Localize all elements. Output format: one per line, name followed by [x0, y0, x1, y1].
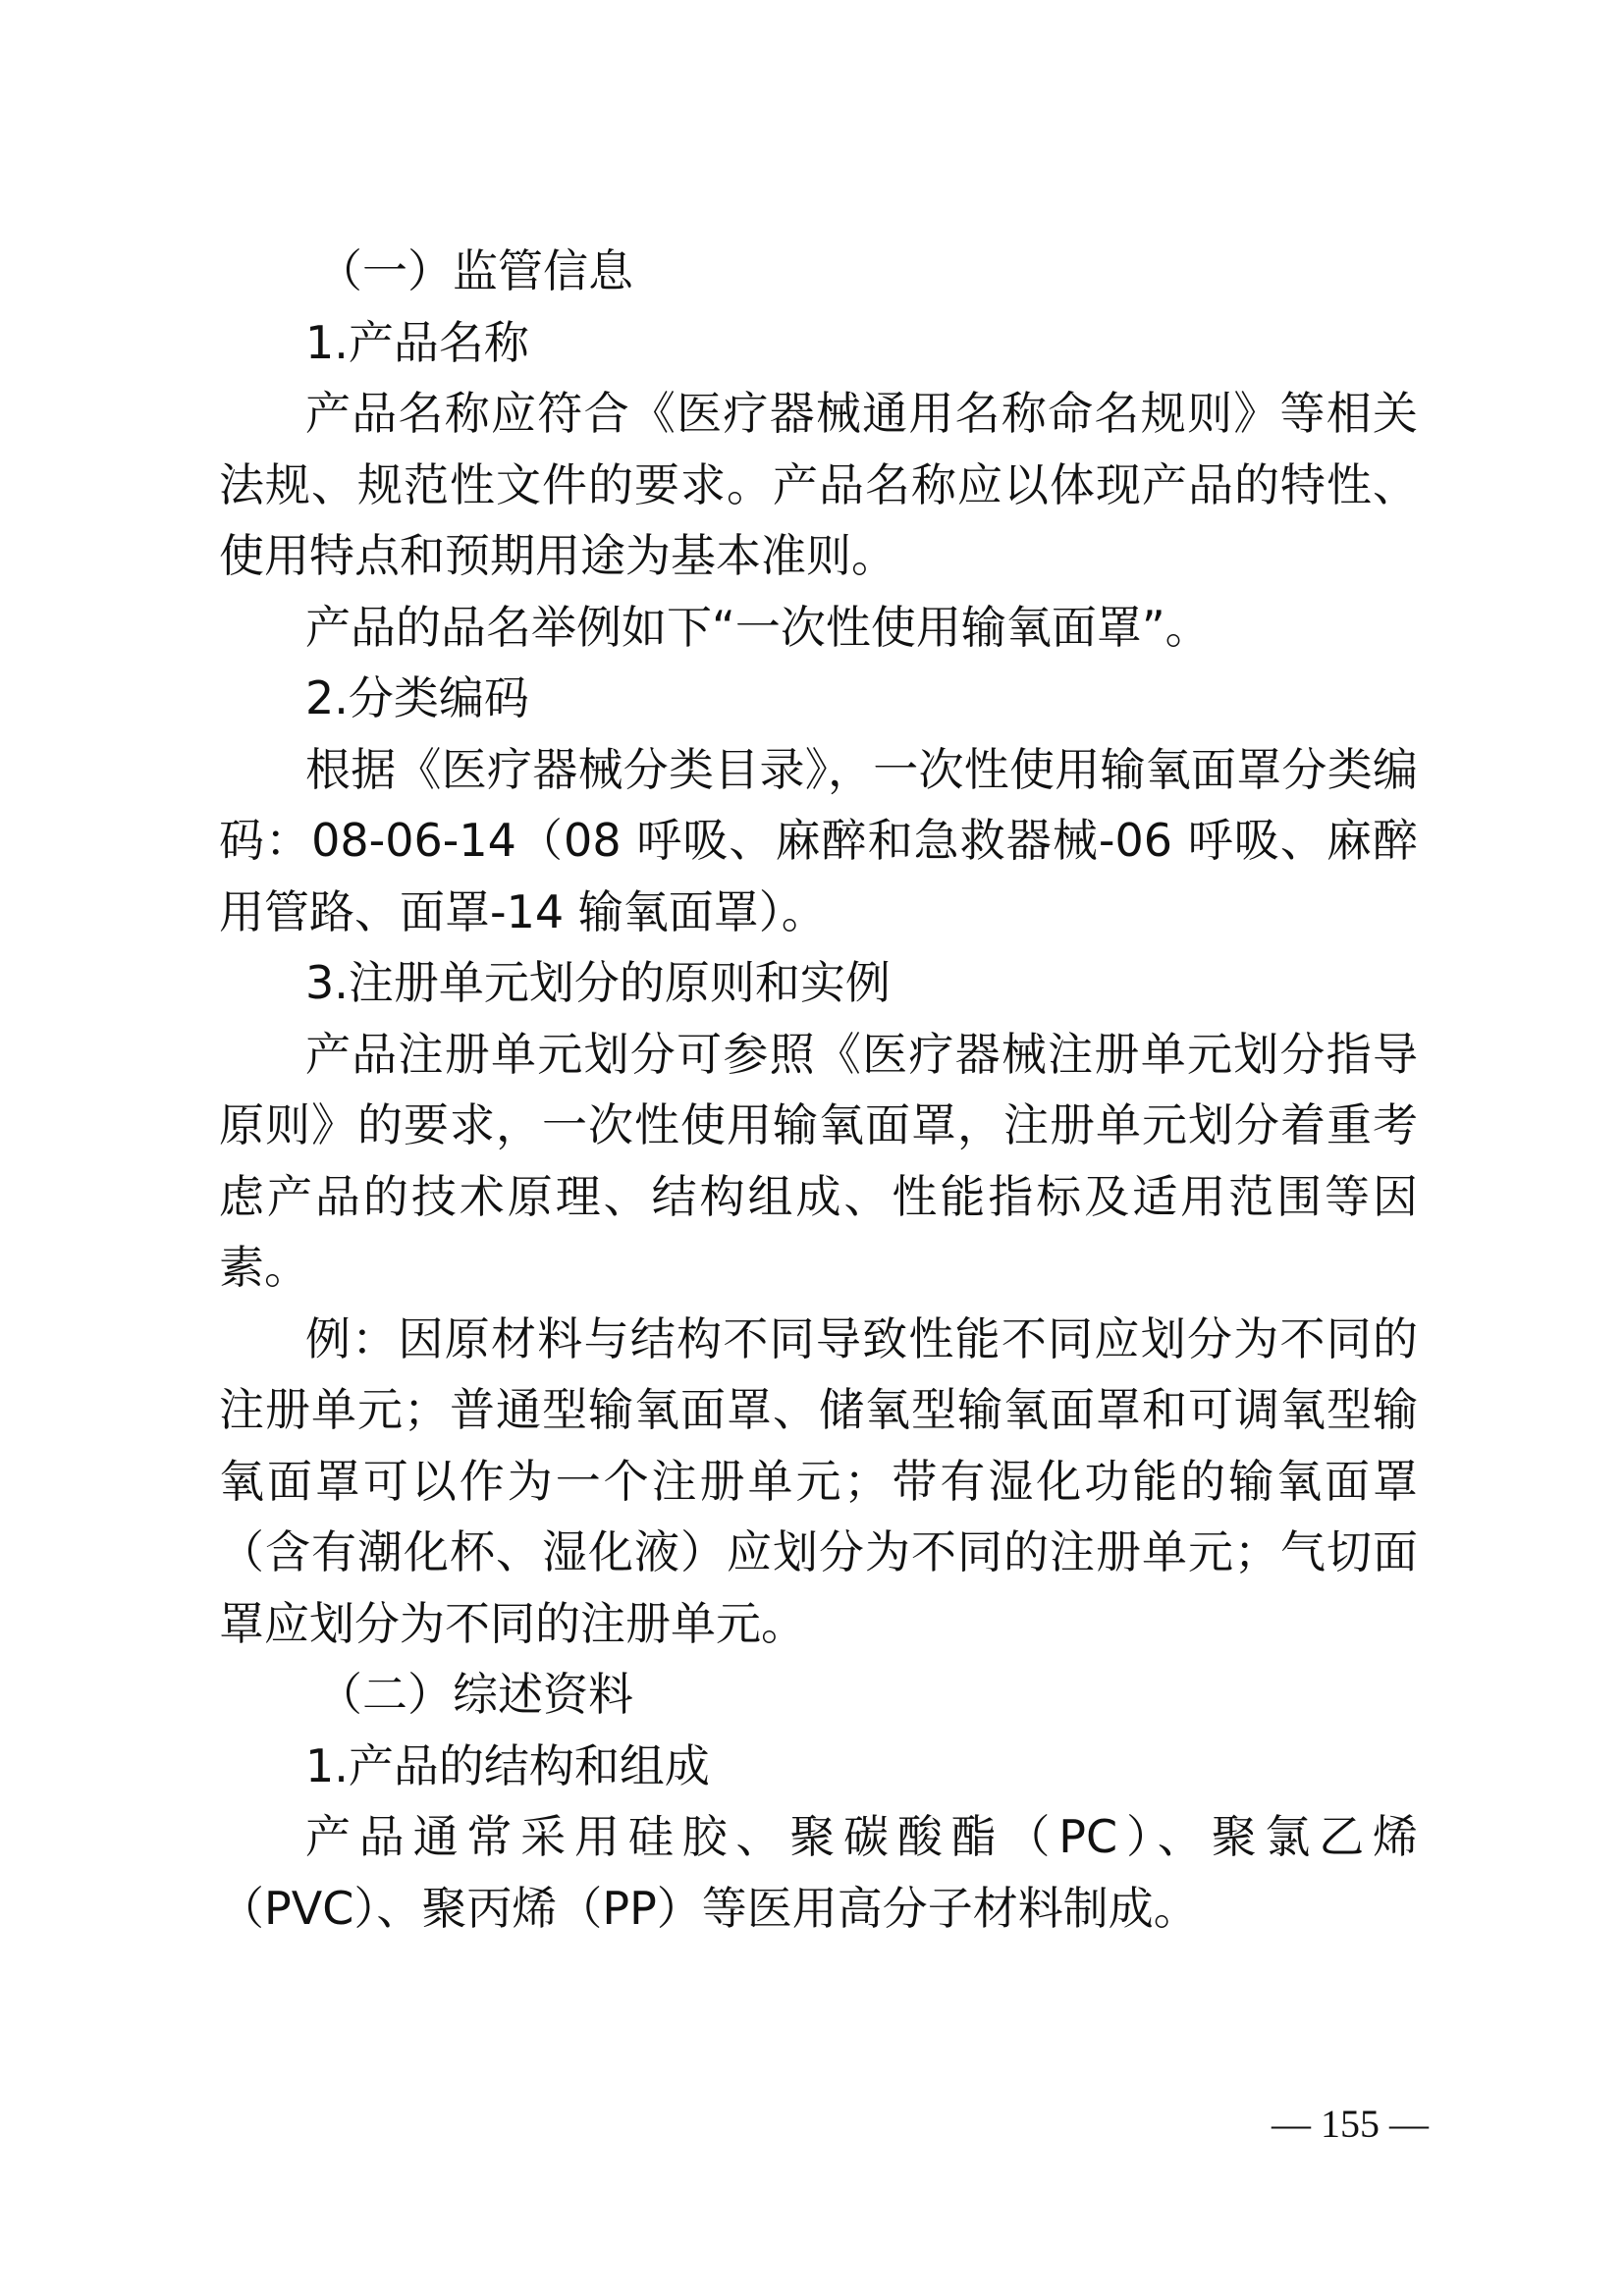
subheading-classification-code: 2.分类编码	[305, 671, 529, 724]
paragraph-product-name-example: 产品的品名举例如下“一次性使用输氧面罩”。	[305, 600, 1211, 654]
paragraph-registration-unit-example: 例：因原材料与结构不同导致性能不同应划分为不同的注册单元；普通型输氧面罩、储氧型输氧面罩和可调氧型输氧面罩可以作为一个注册单元；带有湿化功能的输氧面罩（含有潮化杯、湿化液）应划分为不同的注册单元；气切面罩应划分为不同的注册单元。	[219, 1311, 1418, 1650]
section-heading-regulatory-info: （一）监管信息	[317, 244, 633, 297]
page-body	[219, 236, 1418, 1944]
paragraph-registration-unit-principle: 产品注册单元划分可参照《医疗器械注册单元划分指导原则》的要求，一次性使用输氧面罩，注册单元划分着重考虑产品的技术原理、结构组成、性能指标及适用范围等因素。	[219, 1027, 1418, 1294]
subheading-structure-composition: 1.产品的结构和组成	[305, 1738, 710, 1792]
paragraph-classification-code: 根据《医疗器械分类目录》，一次性使用输氧面罩分类编码：08-06-14（08 呼吸、麻醉和急救器械-06 呼吸、麻醉用管路、面罩-14 输氧面罩）。	[219, 742, 1418, 938]
paragraph-materials: 产品通常采用硅胶、聚碳酸酯（PC）、聚氯乙烯（PVC）、聚丙烯（PP）等医用高分子材料制成。	[219, 1810, 1418, 1935]
subheading-product-name: 1.产品名称	[305, 315, 529, 369]
section-heading-summary: （二）综述资料	[317, 1668, 633, 1721]
paragraph-product-name-rules: 产品名称应符合《医疗器械通用名称命名规则》等相关法规、规范性文件的要求。产品名称应以体现产品的特性、使用特点和预期用途为基本准则。	[219, 387, 1418, 582]
page-number: — 155 —	[1272, 2102, 1429, 2146]
subheading-registration-unit: 3.注册单元划分的原则和实例	[305, 956, 891, 1009]
